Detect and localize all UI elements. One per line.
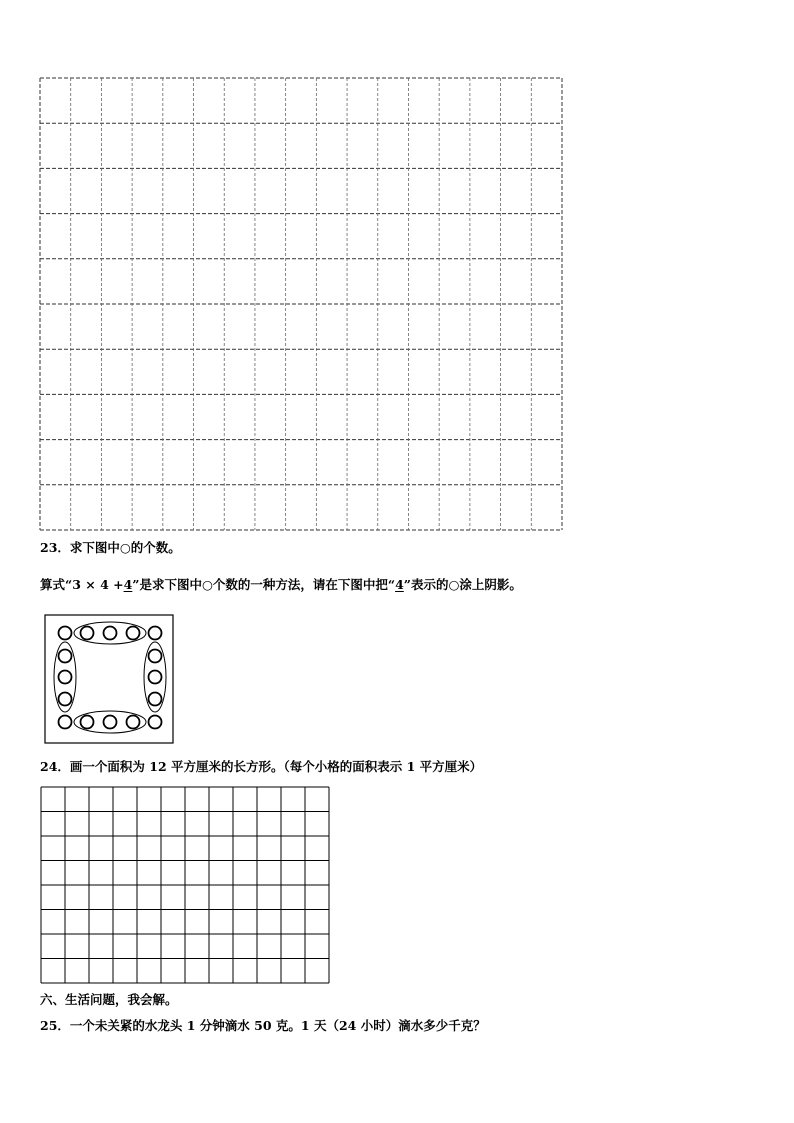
- question-24-title: 24．画一个面积为 12 平方厘米的长方形。（每个小格的面积表示 1 平方厘米）: [40, 759, 483, 774]
- instruction-part-2: ”是求下图中○个数的一种方法，请在下图中把“: [132, 577, 396, 592]
- question-23-title: 23．求下图中○的个数。: [40, 540, 181, 555]
- instruction-blank-1: 4: [123, 577, 133, 592]
- section-6-title: 六、生活问题，我会解。: [40, 992, 178, 1007]
- instruction-part-1: 算式“3 × 4 +: [40, 577, 124, 592]
- question-25-title: 25．一个未关紧的水龙头 1 分钟滴水 50 克。1 天（24 小时）滴水多少千克？: [40, 1018, 486, 1033]
- instruction-blank-2: 4: [395, 577, 404, 592]
- instruction-part-3: ”表示的○涂上阴影。: [403, 577, 522, 592]
